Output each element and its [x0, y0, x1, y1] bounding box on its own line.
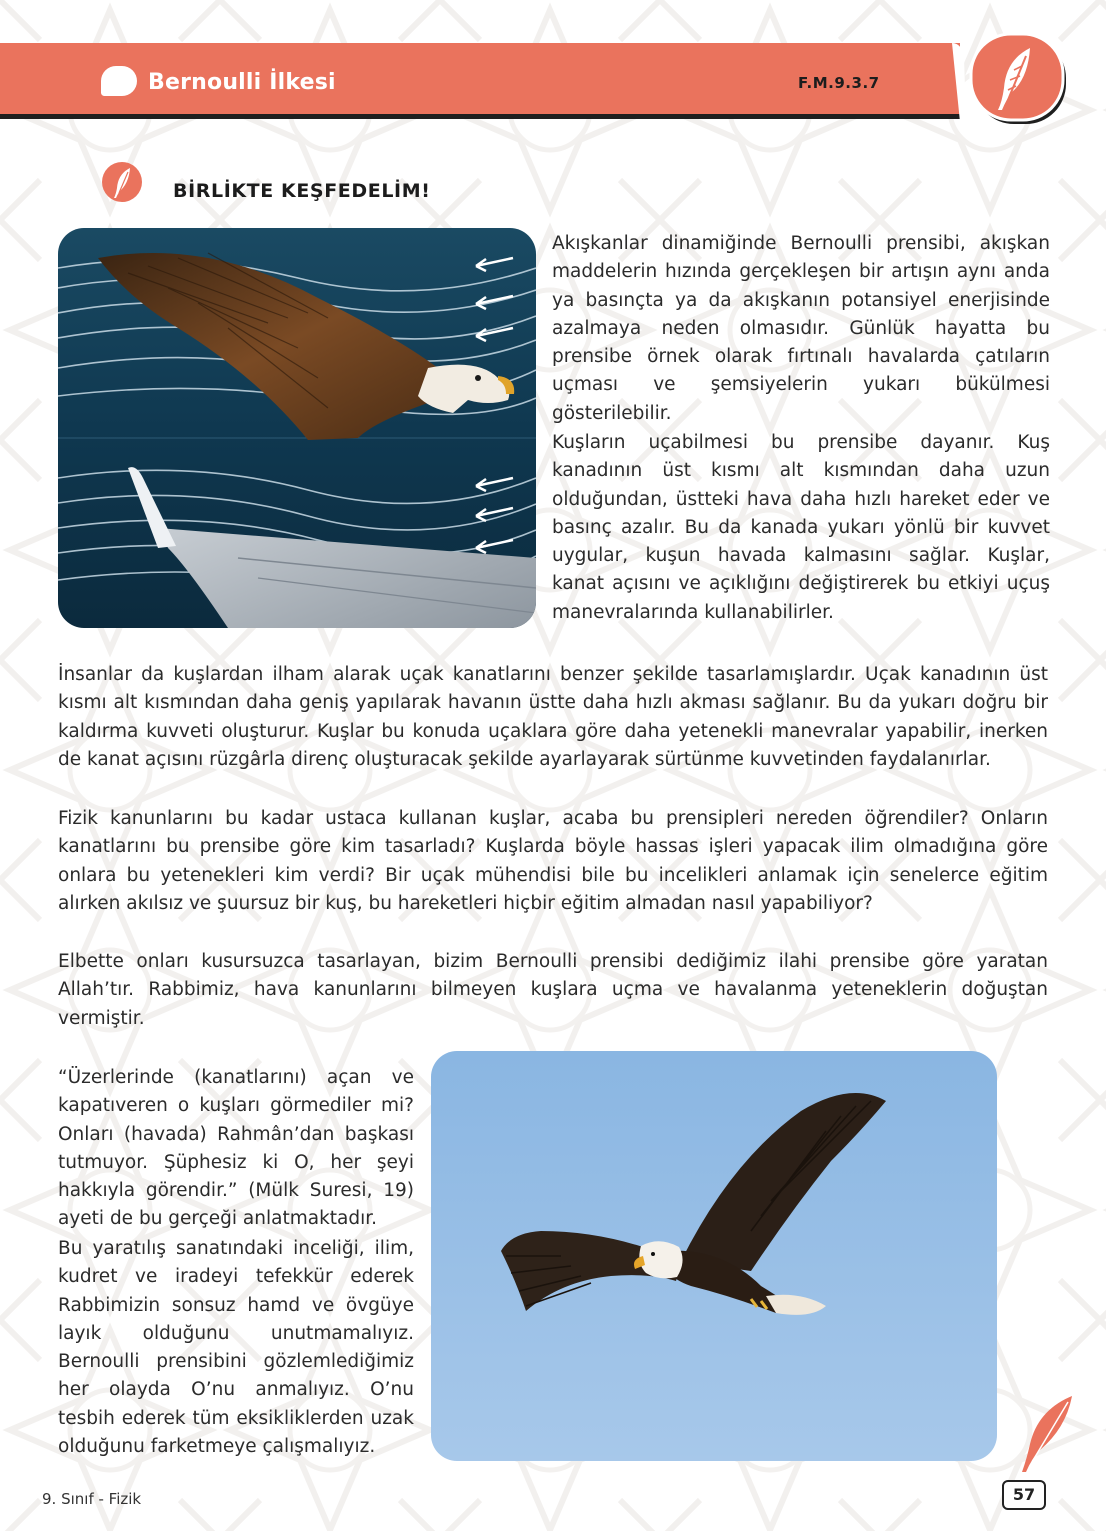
paragraph-bird-flight: Kuşların uçabilmesi bu prensibe dayanır. Kuş kanadının üst kısmı alt kısmından daha uzun olduğundan, üstteki hava daha hızlı hareket eder ve basınç azalır. Bu da kanada yukarı yönlü bir kuvvet uygular, kuşun havada kalmasını sağlar. Kuşlar, kanat açısını ve açıklığını değiştirerek bu etkiyi uçuş manevralarında kullanabilirler. — [552, 432, 1050, 623]
paragraph-bernoulli-definition: Akışkanlar dinamiğinde Bernoulli prensibi, akışkan maddelerin hızında gerçekleşen bir artışın aynı anda ya basınçta ya da akışkanın potansiyel enerjisinde azalmaya neden olmasıdır. Günlük hayatta bu prensibe örnek olarak fırtınalı havalarda çatıların uçması ve şemsiyelerin yukarı bükülmesi gösterilebilir. — [552, 233, 1050, 424]
speech-bubble-icon — [101, 66, 137, 96]
paragraph-verse: “Üzerlerinde (kanatlarını) açan ve kapatıveren o kuşları görmediler mi? Onları (havada) Rahmân’dan başkası tutmuyor. Şüphesiz ki O, her şeyi hakkıyla görendir.” (Mülk Suresi, 19) ayeti de bu gerçeği anlatmaktadır. — [58, 1067, 414, 1230]
eagle-airplane-wing-image — [58, 228, 536, 628]
curriculum-code: F.M.9.3.7 — [798, 74, 880, 92]
quill-icon — [952, 30, 1072, 130]
flying-eagle-image — [431, 1051, 997, 1461]
paragraph-questions: Fizik kanunlarını bu kadar ustaca kullanan kuşlar, acaba bu prensipleri nereden öğrendiler? Onların kanatlarını bu prensibe göre kim tasarladı? Kuşlarda böyle hassas işleri yapacak ilim olmadığına göre onlara bu yetenekleri kim verdi? Bir uçak mühendisi bile bu incelikleri anlamak için senelerce eğitim alırken akılsız ve şuursuz bir kuş, bu hareketleri hiçbir eğitim almadan nasıl yapabiliyor? — [58, 808, 1048, 914]
paragraph-reflection: Bu yaratılış sanatındaki inceliği, ilim, kudret ve iradeyi tefekkür ederek Rabbimizin sonsuz hamd ve övgüye layık olduğunu unutmamalıyız. Bernoulli prensibini gözlemlediğimiz her olayda O’nu anmalıyız. O’nu tesbih ederek tüm eksikliklerden uzak olduğunu farketmeye çalışmalıyız. — [58, 1238, 414, 1458]
paragraph-airplane-wings: İnsanlar da kuşlardan ilham alarak uçak kanatlarını benzer şekilde tasarlamışlardır. Uçak kanadının üst kısmı alt kısmından daha geniş yapılarak havanın üstte daha hızlı akması sağlanır. Bu da yukarı doğru bir kaldırma kuvveti oluşturur. Kuşlar bu konuda uçaklara göre daha yetenekli manevralar yapabilir, inerken de kanat açısını rüzgârla direnç oluşturacak şekilde ayarlayarak sürtünme kuvvetinden faydalanırlar. — [58, 664, 1048, 770]
quill-icon — [100, 160, 146, 208]
footer-book-label: 9. Sınıf - Fizik — [42, 1490, 142, 1508]
section-title: BİRLİKTE KEŞFEDELİM! — [173, 180, 431, 202]
quill-inkwell-icon — [1008, 1392, 1078, 1482]
paragraph-creator: Elbette onları kusursuzca tasarlayan, bizim Bernoulli prensibi dediğimiz ilahi prensibe göre yaratan Allah’tır. Rabbimiz, hava kanunlarını bilmeyen kuşlara uçma ve havalanma yeteneklerin doğuştan vermiştir. — [58, 951, 1048, 1029]
page-number: 57 — [1002, 1480, 1046, 1510]
chapter-title: Bernoulli İlkesi — [148, 70, 336, 95]
